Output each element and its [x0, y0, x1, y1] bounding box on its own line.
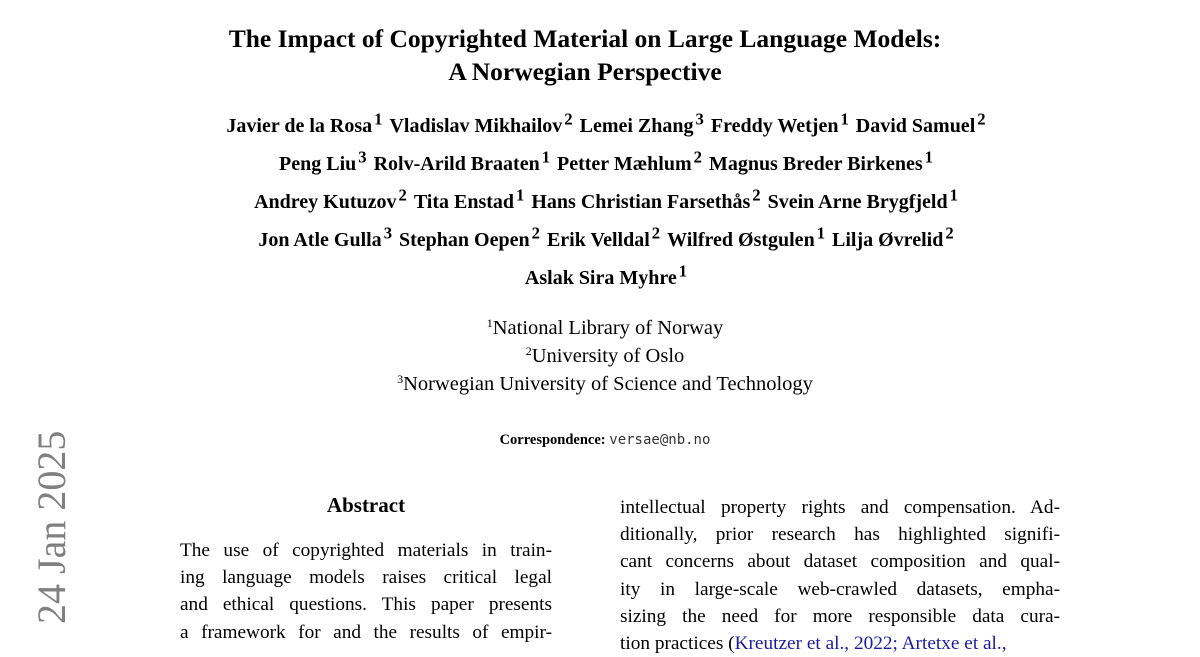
author — [412, 185, 525, 213]
author-name: Rolv-Arild Braaten — [373, 152, 540, 175]
author-affiliation-mark: 3 — [695, 109, 704, 128]
author-name: Hans Christian Farsethås — [531, 190, 751, 213]
author-affiliation-mark: 2 — [651, 223, 661, 242]
author-line — [0, 103, 1200, 141]
author-affiliation-mark: 2 — [531, 223, 540, 242]
author-affiliation-mark: 2 — [693, 147, 702, 166]
author-name: Magnus Breder Birkenes — [708, 152, 923, 175]
author — [665, 223, 826, 251]
author-affiliation-mark: 2 — [752, 185, 761, 204]
author-name: Jon Atle Gulla — [258, 228, 382, 251]
author-name: Svein Arne Brygfjeld — [767, 190, 948, 213]
correspondence-label: Correspondence: — [499, 432, 606, 448]
affiliation-number: 2 — [525, 344, 532, 358]
author-name: David Samuel — [855, 114, 976, 137]
author-affiliation-mark: 1 — [816, 223, 826, 242]
author-line — [0, 179, 1200, 217]
abstract-line: a framework for and the results of empir- — [180, 621, 552, 643]
author — [252, 185, 407, 213]
author — [555, 147, 702, 175]
author-affiliation-mark: 2 — [398, 185, 407, 204]
paper-title — [0, 22, 1170, 88]
author — [709, 109, 849, 137]
body-line: intellectual property rights and compensation. Ad- — [620, 497, 1060, 518]
author-affiliation-mark: 2 — [977, 109, 986, 128]
affiliation-2 — [0, 342, 1200, 370]
author — [578, 109, 704, 137]
author-line — [0, 255, 1200, 293]
author — [256, 223, 393, 251]
correspondence-email[interactable]: versae@nb.no — [609, 432, 711, 448]
affiliation-name: Norwegian University of Science and Technology — [403, 373, 813, 395]
author-list — [0, 103, 1200, 293]
affiliation-list — [0, 314, 1200, 398]
author-name: Lilja Øvrelid — [832, 228, 944, 251]
affiliation-name: University of Oslo — [531, 345, 685, 367]
author-affiliation-mark: 1 — [949, 185, 958, 204]
body-line: sizing the need for more responsible data cura- — [620, 605, 1060, 627]
author-affiliation-mark: 3 — [383, 223, 393, 242]
author — [830, 223, 954, 251]
author-name: Lemei Zhang — [579, 114, 694, 137]
author — [854, 109, 986, 137]
citation-link[interactable]: Kreutzer et al., 2022; Artetxe et al., — [734, 632, 1007, 654]
author-name: Erik Velldal — [546, 228, 650, 251]
author-affiliation-mark: 1 — [924, 147, 933, 166]
author-name: Freddy Wetjen — [710, 114, 839, 137]
author — [707, 147, 933, 175]
author-affiliation-mark: 1 — [516, 185, 525, 204]
author-affiliation-mark: 2 — [564, 109, 573, 128]
arxiv-date-stamp: 24 Jan 2025 — [29, 430, 74, 624]
title-line-2: A Norwegian Perspective — [448, 57, 722, 86]
correspondence — [0, 432, 1200, 449]
author-affiliation-mark: 1 — [678, 261, 688, 280]
author-name: Andrey Kutuzov — [254, 190, 397, 213]
author — [277, 147, 367, 175]
abstract-line: and ethical questions. This paper presents — [180, 594, 552, 616]
author-name: Peng Liu — [279, 152, 357, 175]
affiliation-3 — [0, 370, 1200, 398]
author-name: Aslak Sira Myhre — [524, 266, 677, 289]
affiliation-number: 3 — [397, 372, 404, 386]
author-affiliation-mark: 1 — [840, 109, 849, 128]
author — [529, 185, 761, 213]
author — [372, 147, 551, 175]
author-name: Petter Mæhlum — [557, 152, 692, 175]
author — [545, 223, 661, 251]
author-name: Wilfred Østgulen — [667, 228, 815, 251]
right-column-body — [620, 494, 1060, 657]
author-name: Javier de la Rosa — [226, 114, 373, 137]
author — [766, 185, 958, 213]
abstract-line: The use of copyrighted materials in train- — [180, 540, 552, 561]
author-affiliation-mark: 2 — [945, 223, 954, 242]
affiliation-number: 1 — [486, 316, 493, 330]
body-line — [620, 630, 1060, 657]
title-line-1: The Impact of Copyrighted Material on Large Language Models: — [228, 24, 942, 53]
abstract-line: ing language models raises critical legal — [180, 567, 552, 589]
author-line — [0, 217, 1200, 255]
author-line — [0, 141, 1200, 179]
abstract-body — [180, 537, 552, 646]
author — [523, 261, 688, 289]
author-name: Stephan Oepen — [399, 228, 530, 251]
body-text: tion practices ( — [620, 632, 735, 654]
author-affiliation-mark: 1 — [374, 109, 383, 128]
author — [224, 109, 383, 137]
author-name: Tita Enstad — [413, 190, 515, 213]
affiliation-name: National Library of Norway — [492, 317, 724, 339]
abstract-heading: Abstract — [326, 493, 406, 517]
author — [387, 109, 573, 137]
affiliation-1 — [0, 314, 1200, 342]
author-affiliation-mark: 1 — [541, 147, 551, 166]
author-name: Vladislav Mikhailov — [389, 114, 563, 137]
author-affiliation-mark: 3 — [358, 147, 367, 166]
author — [397, 223, 540, 251]
body-line: cant concerns about dataset composition and qual- — [620, 551, 1060, 573]
body-line: ity in large-scale web-crawled datasets, empha- — [620, 578, 1060, 600]
body-line: ditionally, prior research has highlighted signifi- — [620, 524, 1060, 546]
